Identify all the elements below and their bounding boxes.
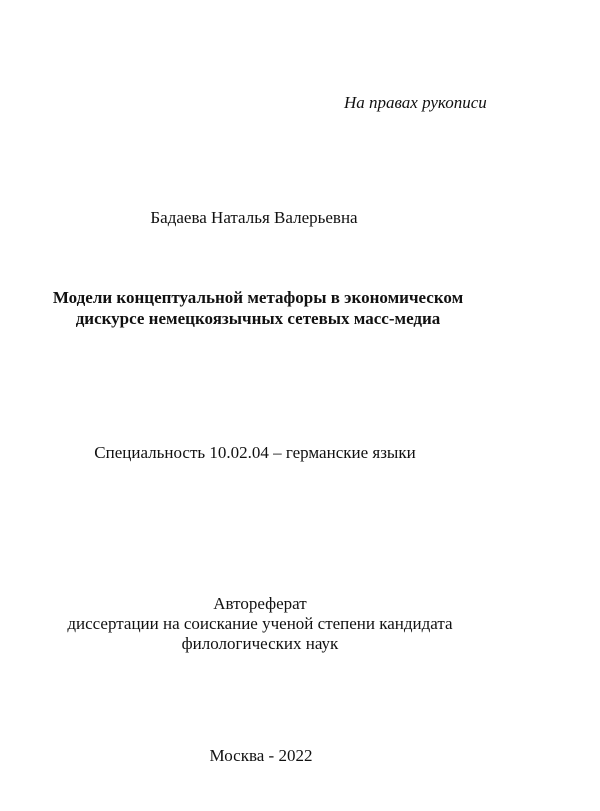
specialty-line: Специальность 10.02.04 – германские языки (94, 443, 416, 462)
abstract-heading: Автореферат (213, 594, 307, 613)
author-name: Бадаева Наталья Валерьевна (150, 208, 358, 227)
title-line-1: Модели концептуальной метафоры в экономическом (52, 288, 464, 307)
abstract-line-2: диссертации на соискание ученой степени кандидата (67, 614, 453, 633)
title-line-2: дискурсе немецкоязычных сетевых масс-медиа (75, 309, 441, 328)
place-and-year: Москва - 2022 (209, 746, 313, 765)
rights-note: На правах рукописи (344, 93, 487, 112)
abstract-line-3: филологических наук (181, 634, 339, 653)
